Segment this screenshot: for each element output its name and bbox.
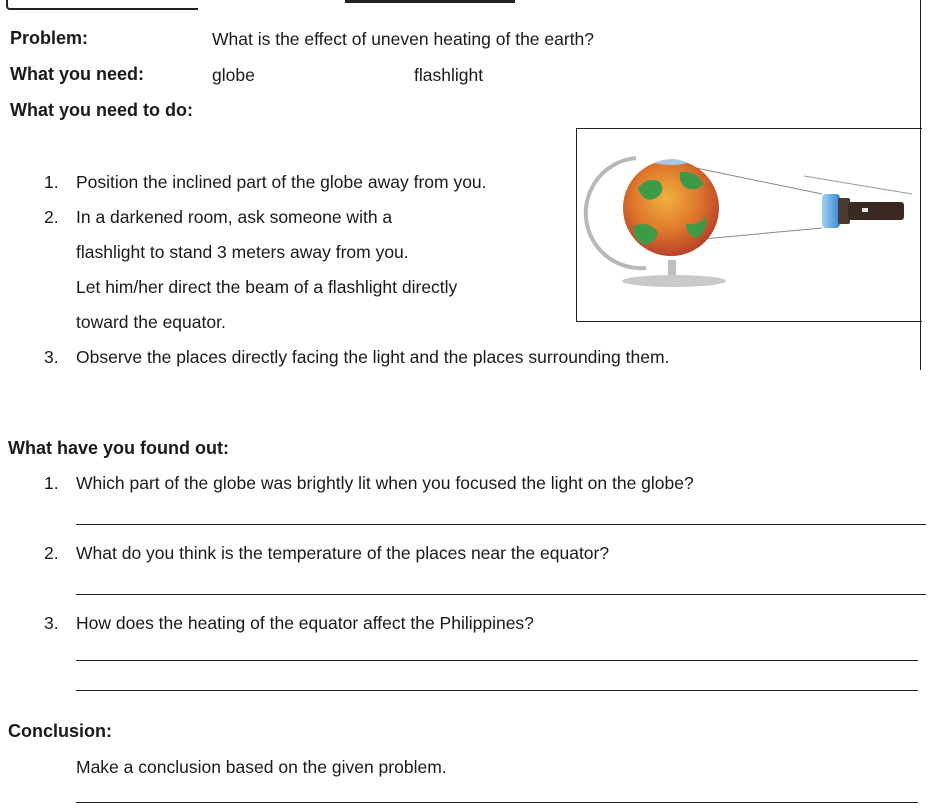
globe-stand-post [668, 260, 676, 276]
question-1-text: Which part of the globe was brightly lit when you focused the light on the globe? [76, 473, 694, 493]
todo-label: What you need to do: [10, 100, 193, 120]
question-2-text: What do you think is the temperature of the places near the equator? [76, 543, 610, 563]
step-2-line-1: In a darkened room, ask someone with a [76, 207, 393, 227]
question-1 [44, 473, 694, 494]
conclusion-answer-line[interactable] [76, 802, 918, 803]
step-2-number: 2. [44, 207, 59, 227]
top-frame-mark [345, 0, 515, 3]
problem-text: What is the effect of uneven heating of the earth? [212, 29, 595, 49]
question-3 [44, 613, 534, 634]
step-3-text: Observe the places directly facing the light and the places surrounding them. [76, 347, 670, 367]
question-2-number: 2. [44, 543, 59, 563]
answer-line-3b[interactable] [76, 690, 918, 691]
found-out-label: What have you found out: [8, 438, 229, 458]
answer-line-2[interactable] [76, 594, 926, 595]
flashlight-head [822, 194, 840, 228]
flashlight-arrow-line [804, 176, 912, 194]
step-3-number: 3. [44, 347, 59, 367]
step-2-line-3: Let him/her direct the beam of a flashlight directly [76, 277, 458, 297]
problem-label: Problem: [10, 28, 89, 48]
question-2 [44, 543, 609, 564]
answer-line-3a[interactable] [76, 660, 918, 661]
globe-stand-base [622, 275, 726, 287]
conclusion-label: Conclusion: [8, 721, 112, 741]
step-1-number: 1. [44, 172, 59, 192]
step-2-line-2: flashlight to stand 3 meters away from you. [76, 242, 409, 262]
flashlight-body [848, 202, 904, 220]
top-frame-tab [6, 0, 198, 10]
need-item-globe: globe [212, 65, 255, 85]
globe-flashlight-illustration [576, 128, 921, 320]
step-1-text: Position the inclined part of the globe away from you. [76, 172, 487, 192]
globe-icon [623, 160, 719, 256]
flashlight-switch [862, 208, 868, 212]
answer-line-1[interactable] [76, 524, 926, 525]
step-2 [44, 207, 392, 228]
step-2-line-4: toward the equator. [76, 312, 226, 332]
question-3-text: How does the heating of the equator affect the Philippines? [76, 613, 534, 633]
question-1-number: 1. [44, 473, 59, 493]
step-3 [44, 347, 669, 368]
conclusion-text: Make a conclusion based on the given problem. [76, 757, 447, 777]
need-item-flashlight: flashlight [414, 65, 484, 85]
question-3-number: 3. [44, 613, 59, 633]
step-1 [44, 172, 487, 193]
need-label: What you need: [10, 64, 144, 84]
